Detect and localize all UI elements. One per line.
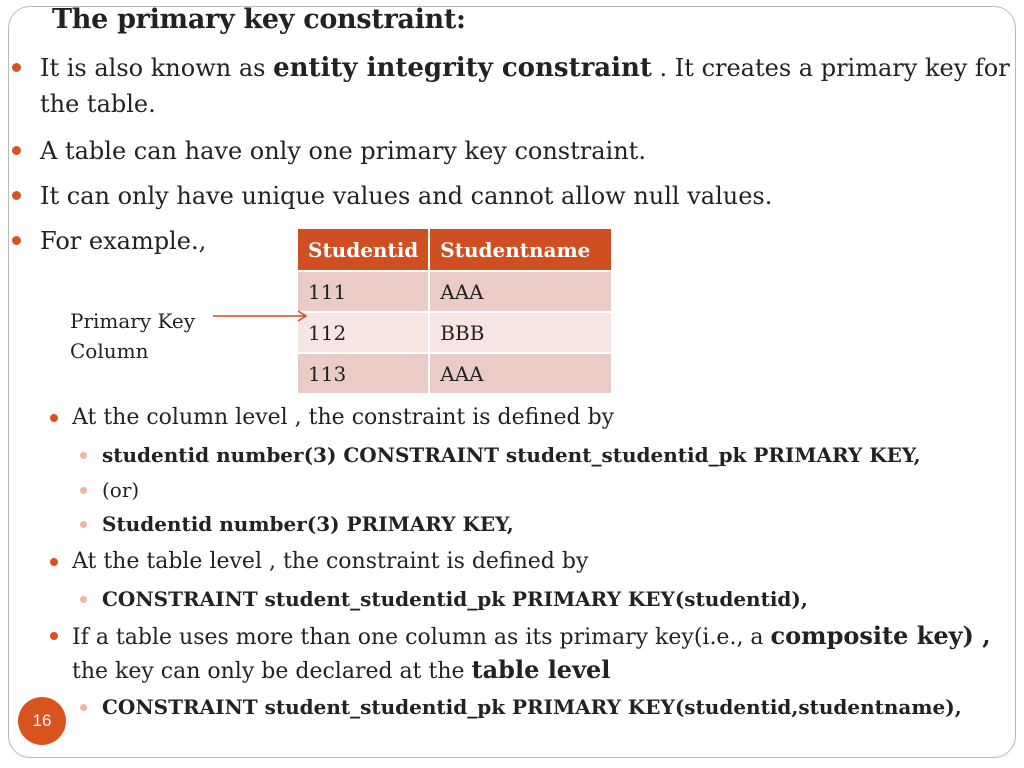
bullet-dot-icon bbox=[50, 632, 58, 640]
bullet-dot-icon bbox=[12, 191, 21, 200]
arrow-right-icon bbox=[213, 309, 311, 323]
bullet-dot-icon bbox=[12, 236, 21, 245]
table-row bbox=[298, 353, 612, 393]
bullet-dot-icon bbox=[80, 704, 87, 711]
bold-term: composite key) , bbox=[770, 621, 991, 650]
page-number-badge: 16 bbox=[18, 697, 66, 745]
table-cell: BBB bbox=[429, 312, 612, 353]
table-header-studentname: Studentname bbox=[429, 229, 612, 271]
bullet-dot-icon bbox=[80, 521, 87, 528]
table-cell: 113 bbox=[298, 353, 429, 393]
bullet-dot-icon bbox=[50, 414, 58, 422]
table-row bbox=[298, 312, 612, 353]
table-header-row bbox=[298, 229, 612, 271]
bold-term: entity integrity constraint bbox=[273, 53, 652, 83]
primary-key-annotation: Primary Key Column bbox=[70, 309, 196, 363]
bullet-dot-icon bbox=[80, 596, 87, 603]
bullet-dot-icon bbox=[50, 558, 58, 566]
bold-term: table level bbox=[471, 655, 611, 684]
bullet-dot-icon bbox=[80, 452, 87, 459]
bullet-dot-icon bbox=[80, 487, 87, 494]
bullet-dot-icon bbox=[12, 63, 21, 72]
table-cell: AAA bbox=[429, 271, 612, 312]
bullet-dot-icon bbox=[12, 146, 21, 155]
table-cell: AAA bbox=[429, 353, 612, 393]
slide-title: The primary key constraint: bbox=[52, 4, 466, 35]
table-row bbox=[298, 271, 612, 312]
student-table bbox=[298, 229, 613, 393]
table-header-studentid: Studentid bbox=[298, 229, 429, 271]
table-cell: 112 bbox=[298, 312, 429, 353]
table-cell: 111 bbox=[298, 271, 429, 312]
